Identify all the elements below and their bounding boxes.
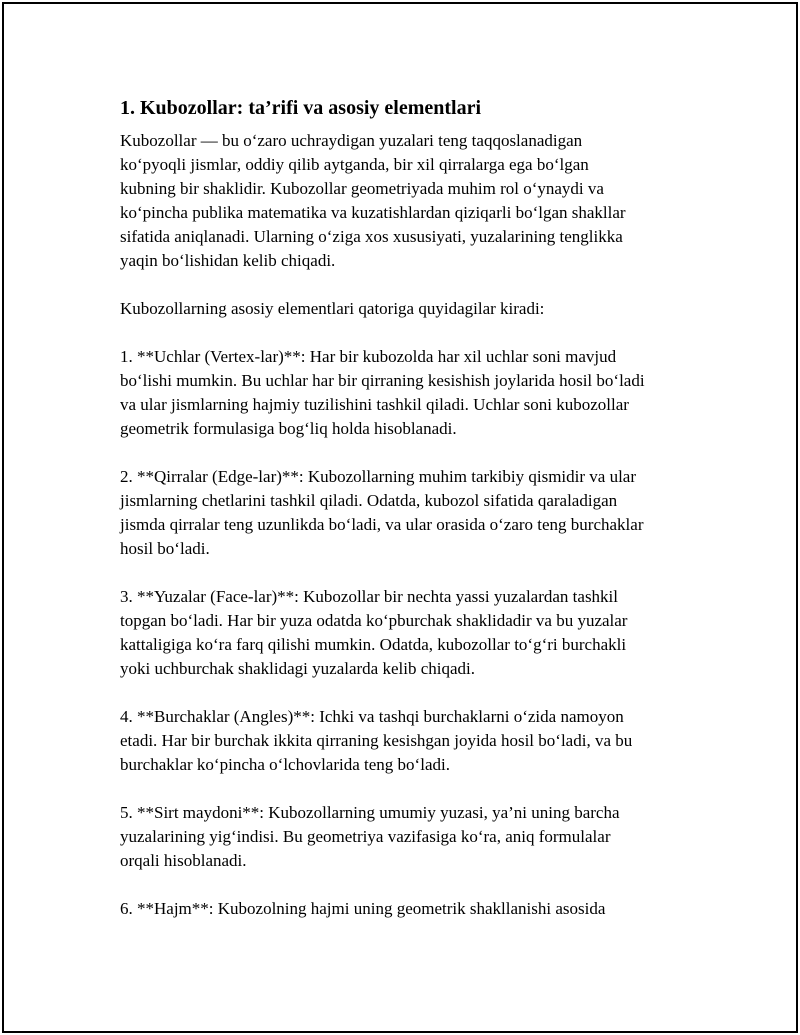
text-line: Kubozollar — bu o‘zaro uchraydigan yuzalari teng taqqoslanadigan <box>120 131 583 150</box>
text-line: 5. **Sirt maydoni**: Kubozollarning umumiy yuzasi, ya’ni uning barcha <box>120 803 620 822</box>
text-line: orqali hisoblanadi. <box>120 851 247 870</box>
text-line: 6. **Hajm**: Kubozolning hajmi uning geometrik shakllanishi asosida <box>120 899 606 918</box>
text-line: ko‘pyoqli jismlar, oddiy qilib aytganda, bir xil qirralarga ega bo‘lgan <box>120 155 589 174</box>
text-line: kubning bir shaklidir. Kubozollar geometriyada muhim rol o‘ynaydi va <box>120 179 604 198</box>
text-line: 4. **Burchaklar (Angles)**: Ichki va tashqi burchaklarni o‘zida namoyon <box>120 707 624 726</box>
paragraph <box>120 129 720 273</box>
text-line: yoki uchburchak shaklidagi yuzalarda kelib chiqadi. <box>120 659 475 678</box>
paragraph <box>120 465 720 561</box>
paragraph <box>120 297 720 321</box>
text-line: yuzalarining yig‘indisi. Bu geometriya vazifasiga ko‘ra, aniq formulalar <box>120 827 611 846</box>
text-line: Kubozollarning asosiy elementlari qatoriga quyidagilar kiradi: <box>120 299 545 318</box>
text-line: 2. **Qirralar (Edge-lar)**: Kubozollarning muhim tarkibiy qismidir va ular <box>120 467 637 486</box>
text-line: topgan bo‘ladi. Har bir yuza odatda ko‘pburchak shaklidadir va bu yuzalar <box>120 611 628 630</box>
paragraph <box>120 585 720 681</box>
text-line: kattaligiga ko‘ra farq qilishi mumkin. Odatda, kubozollar to‘g‘ri burchakli <box>120 635 627 654</box>
text-line: 1. **Uchlar (Vertex-lar)**: Har bir kubozolda har xil uchlar soni mavjud <box>120 347 617 366</box>
text-line: jismlarning chetlarini tashkil qiladi. Odatda, kubozol sifatida qaraladigan <box>120 491 618 510</box>
text-line: sifatida aniqlanadi. Ularning o‘ziga xos xususiyati, yuzalarining tenglikka <box>120 227 623 246</box>
paragraph <box>120 801 720 873</box>
text-line: bo‘lishi mumkin. Bu uchlar har bir qirraning kesishish joylarida hosil bo‘ladi <box>120 371 645 390</box>
paragraph <box>120 897 720 921</box>
text-line: geometrik formulasiga bog‘liq holda hisoblanadi. <box>120 419 457 438</box>
page-border <box>2 2 798 1033</box>
document-body <box>120 96 720 945</box>
text-line: jismda qirralar teng uzunlikda bo‘ladi, va ular orasida o‘zaro teng burchaklar <box>120 515 644 534</box>
text-line: ko‘pincha publika matematika va kuzatishlardan qiziqarli bo‘lgan shakllar <box>120 203 626 222</box>
text-line: va ular jismlarning hajmiy tuzilishini tashkil qiladi. Uchlar soni kubozollar <box>120 395 629 414</box>
section-heading: 1. Kubozollar: ta’rifi va asosiy elementlari <box>120 97 482 119</box>
text-line: yaqin bo‘lishidan kelib chiqadi. <box>120 251 336 270</box>
text-line: etadi. Har bir burchak ikkita qirraning kesishgan joyida hosil bo‘ladi, va bu <box>120 731 633 750</box>
text-line: burchaklar ko‘pincha o‘lchovlarida teng bo‘ladi. <box>120 755 450 774</box>
text-line: hosil bo‘ladi. <box>120 539 210 558</box>
paragraph <box>120 345 720 441</box>
paragraph-list <box>120 129 720 921</box>
text-line: 3. **Yuzalar (Face-lar)**: Kubozollar bir nechta yassi yuzalardan tashkil <box>120 587 619 606</box>
paragraph <box>120 705 720 777</box>
